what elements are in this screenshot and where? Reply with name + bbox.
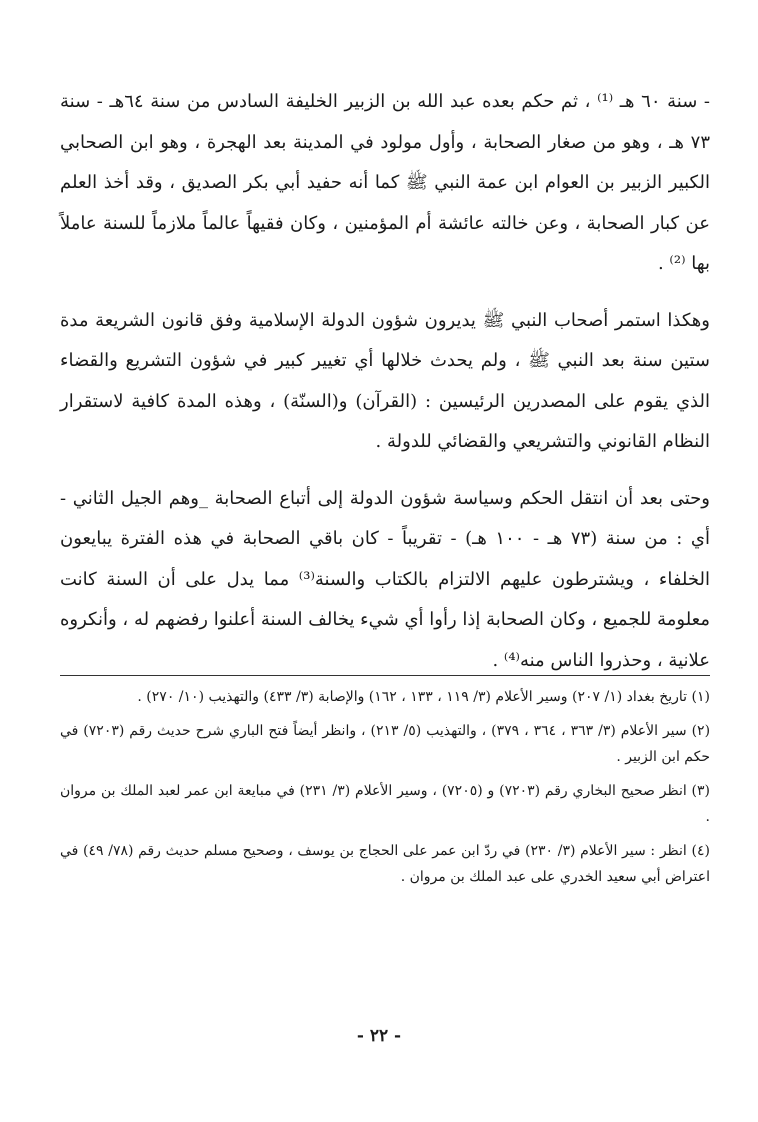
- main-text: [60, 82, 710, 681]
- footnote-separator: [60, 675, 710, 676]
- paragraph-1: - سنة ٦٠ هـ ⁽¹⁾ ، ثم حكم بعده عبد الله بن الزبير الخليفة السادس من سنة ٦٤هـ - سنة ٧٣ هـ ، وهو من صغار الصحابة ، وأول مولود في المدينة بعد الهجرة ، وهو ابن الصحابي الكبير الزبير بن العوام ابن عمة النبي ﷺ كما أنه حفيد أبي بكر الصديق ، وقد أخذ العلم عن كبار الصحابة ، وعن خالته عائشة أم المؤمنين ، وكان فقيهاً عالماً ملازماً للسنة عاملاً بها ⁽²⁾ .: [60, 91, 710, 274]
- paragraph-3: وحتى بعد أن انتقل الحكم وسياسة شؤون الدولة إلى أتباع الصحابة _وهم الجيل الثاني - أي : من سنة (٧٣ هـ - ١٠٠ هـ) - تقريباً - كان باقي الصحابة في هذه الفترة يبايعون الخلفاء ، ويشترطون عليهم الالتزام بالكتاب والسنة⁽³⁾ مما يدل على أن السنة كانت معلومة للجميع ، وكان الصحابة إذا رأوا أي شيء يخالف السنة أعلنوا رفضهم له ، وأنكروه علانية ، وحذروا الناس منه⁽⁴⁾ .: [60, 487, 710, 671]
- footnote-3: (٣) انظر صحيح البخاري رقم (٧٢٠٣) و (٧٢٠٥) ، وسير الأعلام (٣/ ٢٣١) في مبايعة ابن عمر لعبد الملك بن مروان .: [60, 783, 711, 825]
- footnote-2: (٢) سير الأعلام (٣/ ٣٦٣ ، ٣٦٤ ، ٣٧٩) ، والتهذيب (٥/ ٢١٣) ، وانظر أيضاً فتح الباري شرح حديث رقم (٧٢٠٣) في حكم ابن الزبير .: [60, 723, 711, 765]
- book-page: [60, 82, 710, 1042]
- footnotes: [60, 684, 710, 898]
- page-number: - ٢٢ -: [356, 1026, 402, 1046]
- footnote-1: (١) تاريخ بغداد (١/ ٢٠٧) وسير الأعلام (٣/ ١١٩ ، ١٣٣ ، ١٦٢) والإصابة (٣/ ٤٣٣) والتهذيب (١٠/ ٢٧٠) .: [137, 689, 710, 705]
- footnote-4: (٤) انظر : سير الأعلام (٣/ ٢٣٠) في ردّ ابن عمر على الحجاج بن يوسف ، وصحيح مسلم حديث رقم (٧٨/ ٤٩) في اعتراض أبي سعيد الخدري على عبد الملك بن مروان .: [60, 843, 710, 885]
- paragraph-2: وهكذا استمر أصحاب النبي ﷺ يديرون شؤون الدولة الإسلامية وفق قانون الشريعة مدة ستين سنة بعد النبي ﷺ ، ولم يحدث خلالها أي تغيير كبير في شؤون التشريع والقضاء الذي يقوم على المصدرين الرئيسين : (القرآن) و(السنّة) ، وهذه المدة كافية لاستقرار النظام القانوني والتشريعي والقضائي للدولة .: [60, 309, 710, 452]
